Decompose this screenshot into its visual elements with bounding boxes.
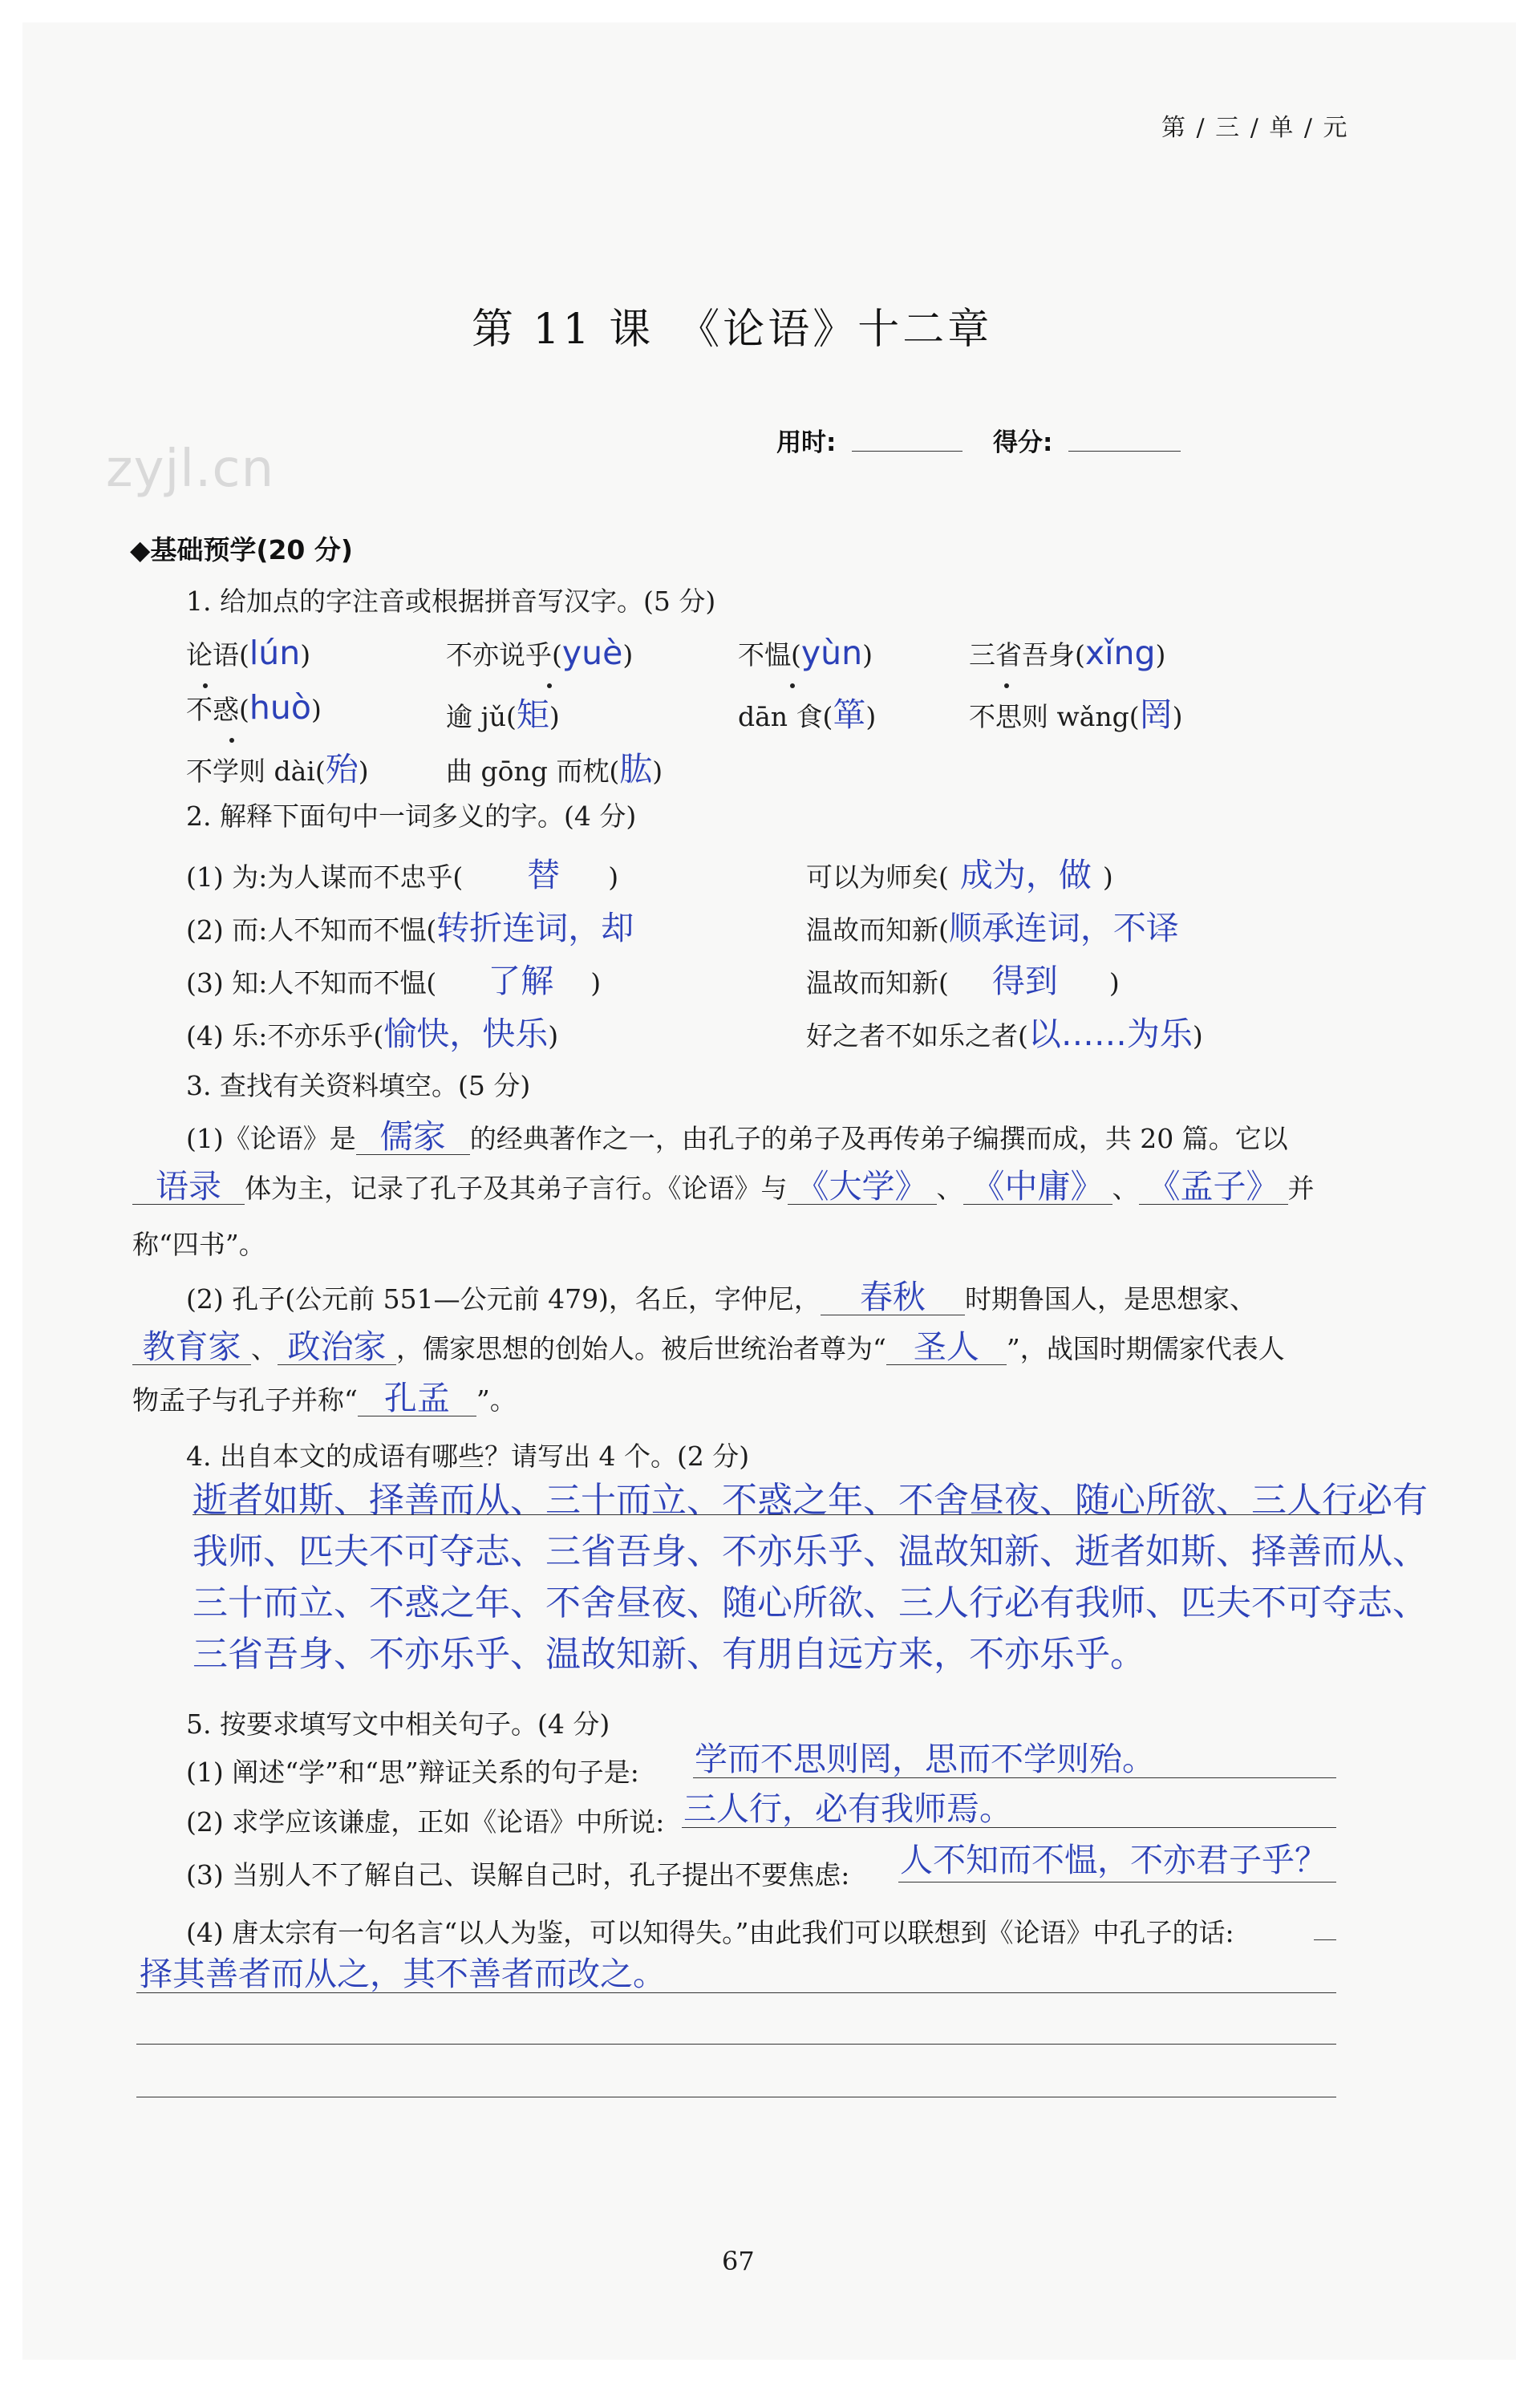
page-number: 67 [722,2246,755,2276]
answer-line [136,2044,1336,2045]
q3-prompt: 3. 查找有关资料填空。(5 分) [186,1070,531,1101]
q3-para2-line2: 教育家 、 政治家 ，儒家思想的创始人。被后世统治者尊为“ 圣人 ”，战国时期儒家代表人 [132,1328,1285,1366]
q2-prompt: 2. 解释下面句中一词多义的字。(4 分) [186,800,637,832]
q1-item: 三省吾身(xǐng) [969,634,1166,672]
watermark: zyjl.cn [106,440,275,499]
q1-item: 论语(lún) [186,634,311,672]
emphasis-dot [229,738,234,743]
q1-item: 不思则 wǎng(罔) [969,695,1183,734]
page-title: 第 11 课 《论语》十二章 [472,306,993,354]
q3-para2-line3: 物孟子与孔子并称“ 孔孟 ”。 [132,1379,517,1417]
q2-item-left: (4) 乐:不亦乐乎(愉快，快乐) [186,1015,559,1053]
q4-prompt: 4. 出自本文的成语有哪些？请写出 4 个。(2 分) [186,1441,750,1472]
score-label: 得分: [993,428,1053,457]
answer-line [192,1514,1372,1515]
q4-answer-line: 逝者如斯、择善而从、三十而立、不惑之年、不舍昼夜、随心所欲、三人行必有 [192,1480,1428,1521]
q5-item-question: (4) 唐太宗有一句名言“以人为鉴，可以知得失。”由此我们可以联想到《论语》中孔子的话: [186,1917,1234,1948]
unit-header: 第 / 三 / 单 / 元 [1161,114,1349,142]
q2-item-right: 温故而知新( 得到 ) [806,962,1120,1000]
q2-item-left: (3) 知:人不知而不愠( 了解 ) [186,962,602,1000]
section-title: ◆基础预学(20 分) [130,534,353,565]
q3-para1-line1: (1)《论语》是 儒家 的经典著作之一，由孔子的弟子及再传弟子编撰而成，共 20 篇。它以 [186,1117,1288,1156]
answer-line [1314,1939,1336,1940]
q1-item: 不学则 dài(殆) [186,750,369,788]
q5-item-question: (1) 阐述“学”和“思”辩证关系的句子是: [186,1757,639,1788]
emphasis-dot [203,683,208,688]
emphasis-dot [547,683,552,688]
q1-item: 曲 gōng 而枕(肱) [446,750,663,788]
q2-item-right: 可以为师矣( 成为，做 ) [806,856,1113,894]
q1-prompt: 1. 给加点的字注音或根据拼音写汉字。(5 分) [186,586,716,617]
answer-line [136,1992,1336,1993]
q4-answer-line: 三十而立、不惑之年、不舍昼夜、随心所欲、三人行必有我师、匹夫不可夺志、 [192,1583,1428,1623]
q1-item: dān 食(箪) [738,695,877,734]
q4-answer-line: 三省吾身、不亦乐乎、温故知新、有朋自远方来，不亦乐乎。 [192,1634,1145,1675]
q5-item-answer: 择其善者而从之，其不善者而改之。 [140,1955,666,1993]
q5-item-answer: 学而不思则罔，思而不学则殆。 [695,1740,1155,1778]
answer-line [682,1827,1336,1828]
time-blank[interactable] [852,451,962,452]
emphasis-dot [790,683,795,688]
q1-item: 不愠(yùn) [738,634,873,672]
emphasis-dot [1004,683,1009,688]
time-label: 用时: [776,428,837,457]
q2-item-right: 好之者不如乐之者(以……为乐) [806,1015,1203,1053]
q3-para2-line1: (2) 孔子(公元前 551—公元前 479)，名丘，字仲尼， 春秋 时期鲁国人，是思想家、 [186,1278,1256,1316]
q1-item: 逾 jǔ(矩) [446,695,560,734]
q1-item: 不亦说乎(yuè) [446,634,634,672]
q3-para1-line2: 语录 体为主，记录了孔子及其弟子言行。《论语》与 《大学》 、 《中庸》 、 《孟子》 并 [132,1168,1315,1206]
q5-item-answer: 人不知而不愠，不亦君子乎？ [900,1841,1327,1879]
score-blank[interactable] [1068,451,1181,452]
q3-para1-line3: 称“四书”。 [132,1229,265,1260]
q5-prompt: 5. 按要求填写文中相关句子。(4 分) [186,1708,610,1740]
q4-answer-line: 我师、匹夫不可夺志、三省吾身、不亦乐乎、温故知新、逝者如斯、择善而从、 [192,1531,1428,1572]
q5-item-answer: 三人行，必有我师焉。 [683,1789,1012,1828]
q1-item: 不惑(huò) [186,688,322,727]
q2-item-right: 温故而知新(顺承连词，不译 [806,909,1179,947]
q5-item-question: (3) 当别人不了解自己、误解自己时，孔子提出不要焦虑: [186,1859,850,1891]
q2-item-left: (1) 为:为人谋而不忠乎( 替 ) [186,856,619,894]
q5-item-question: (2) 求学应该谦虚，正如《论语》中所说: [186,1806,665,1838]
answer-line [693,1777,1336,1778]
q2-item-left: (2) 而:人不知而不愠(转折连词，却 [186,909,634,947]
